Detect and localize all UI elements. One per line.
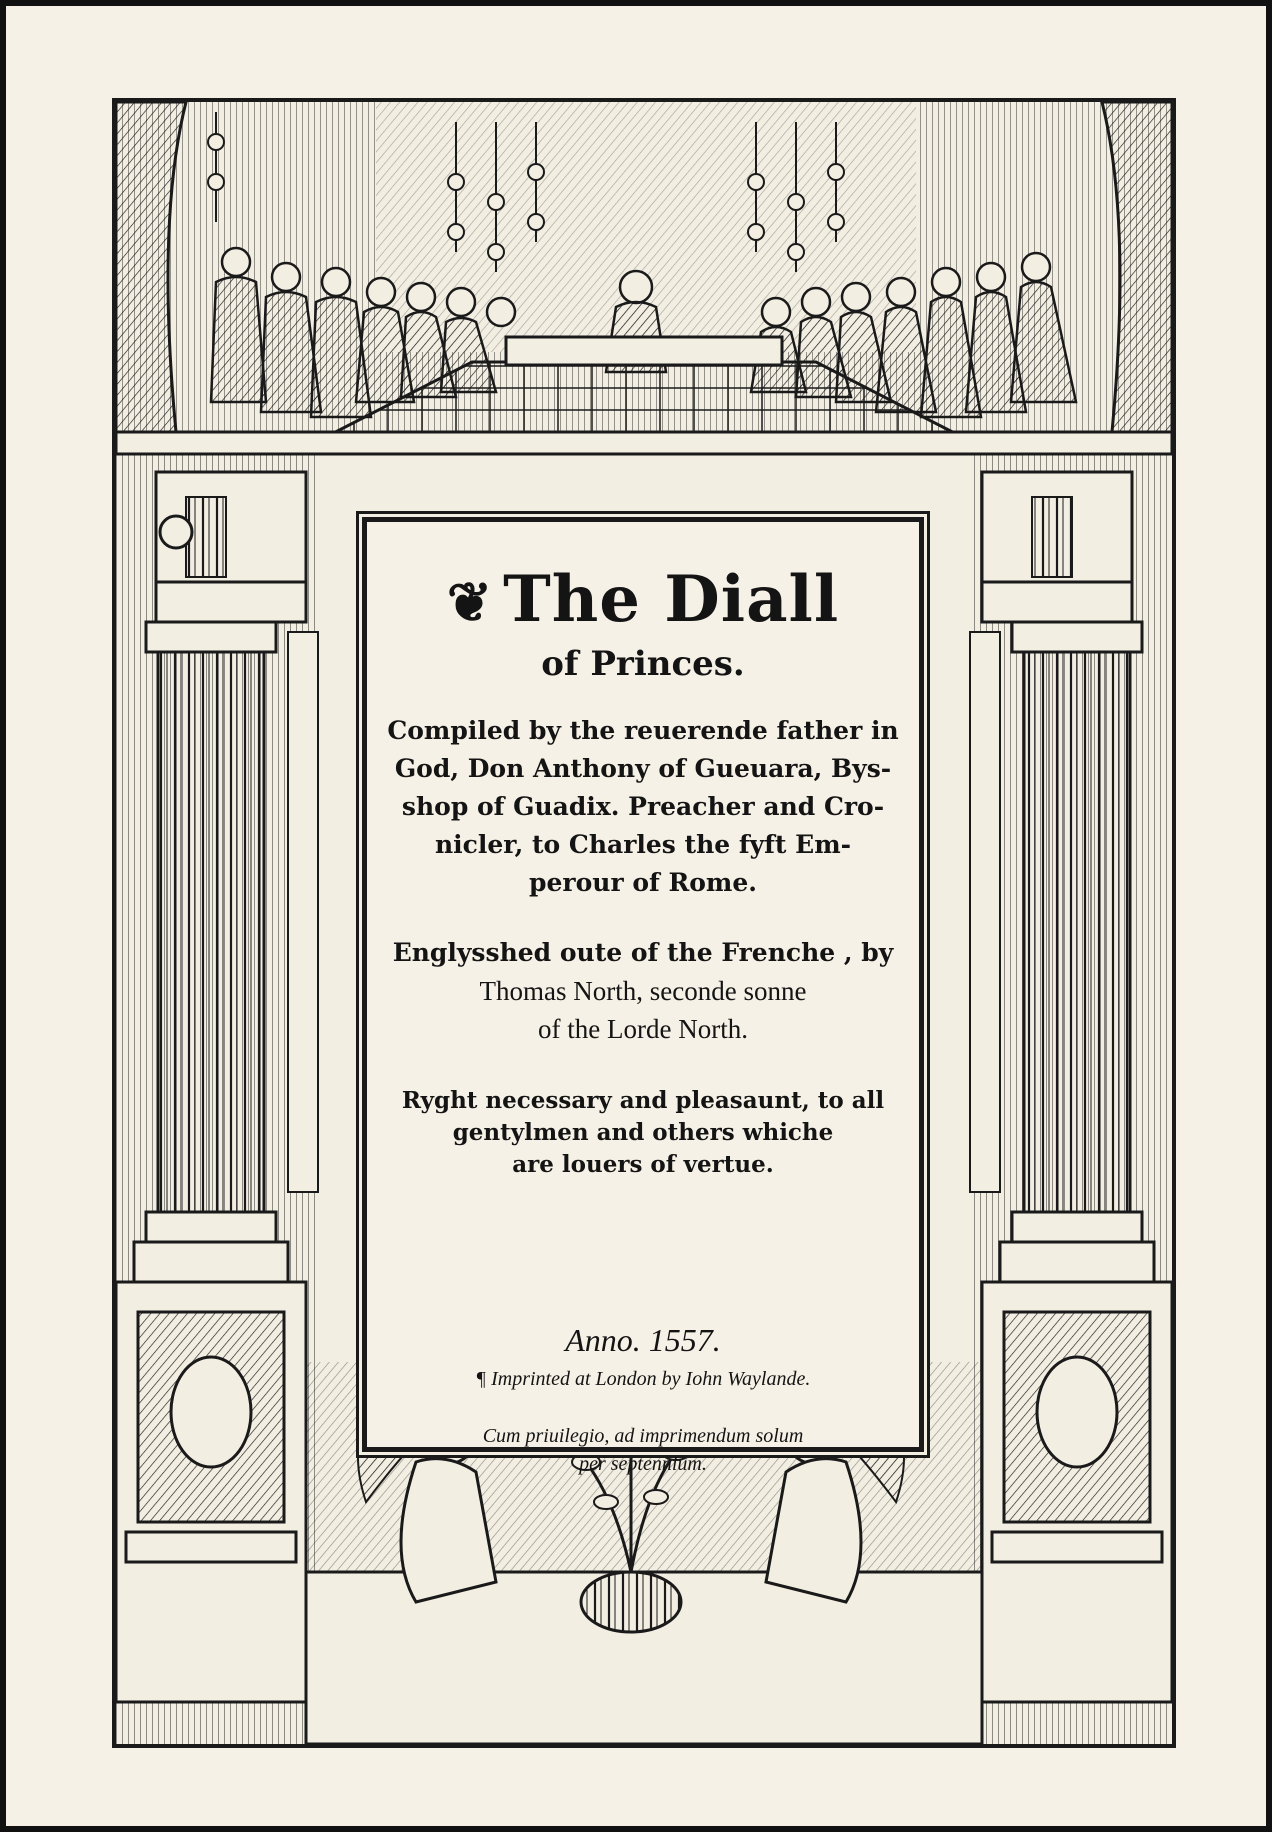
compiled-line-1: Compiled by the reuerende father in bbox=[387, 716, 899, 745]
imprint-line: ¶ Imprinted at London by Iohn Waylande. bbox=[475, 1368, 811, 1390]
compiled-line-5: perour of Rome. bbox=[529, 868, 757, 897]
book-title bbox=[367, 562, 919, 637]
woodcut-border bbox=[112, 98, 1176, 1748]
necessary-line-1: Ryght necessary and pleasaunt, to all bbox=[401, 1087, 885, 1114]
title-text: The Diall bbox=[503, 562, 840, 637]
necessary-line-2: gentylmen and others whiche bbox=[452, 1119, 834, 1146]
book-subtitle: of Princes. bbox=[541, 644, 745, 684]
compiled-line-2: God, Don Anthony of Gueuara, Bys- bbox=[394, 754, 892, 783]
left-column bbox=[116, 454, 318, 1744]
englished-line-3: of the Lorde North. bbox=[538, 1014, 748, 1044]
anno-date: Anno. 1557. bbox=[565, 1322, 721, 1358]
fleuron-icon: ❦ bbox=[446, 570, 494, 634]
page-background bbox=[6, 6, 1266, 1826]
right-column bbox=[970, 454, 1172, 1744]
compiled-line-4: nicler, to Charles the fyft Em- bbox=[434, 830, 852, 859]
privilege-line-2: per septennium. bbox=[579, 1453, 707, 1475]
necessary-line-3: are louers of vertue. bbox=[512, 1151, 774, 1178]
title-panel bbox=[362, 517, 924, 1475]
compiled-line-3: shop of Guadix. Preacher and Cro- bbox=[401, 792, 885, 821]
englished-line-1: Englysshed oute of the Frenche , by bbox=[392, 938, 894, 967]
hall-scene bbox=[116, 102, 1172, 442]
privilege-line-1: Cum priuilegio, ad imprimendum solum bbox=[482, 1425, 804, 1447]
cornice bbox=[116, 432, 1172, 454]
englished-line-2: Thomas North, seconde sonne bbox=[479, 976, 807, 1006]
